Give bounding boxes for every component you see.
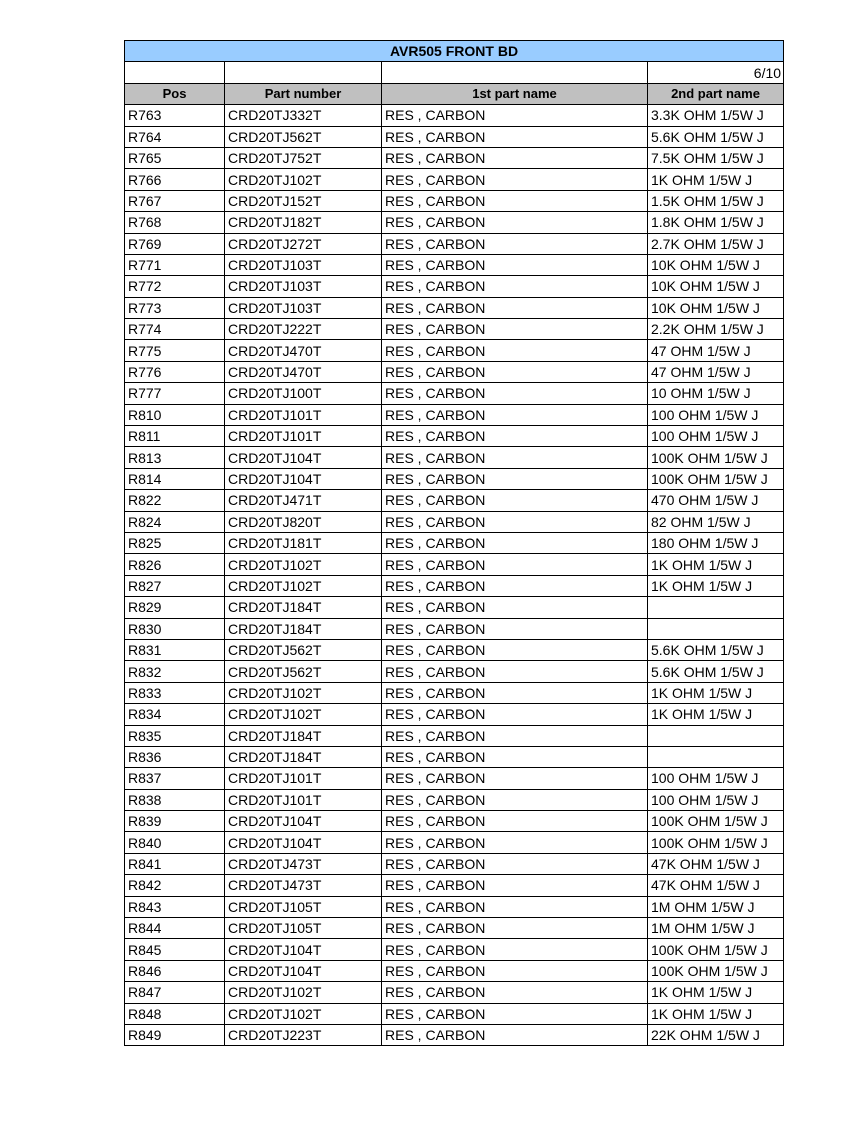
cell-pos: R822: [125, 490, 225, 511]
cell-part-number: CRD20TJ470T: [225, 361, 382, 382]
cell-part-number: CRD20TJ101T: [225, 789, 382, 810]
cell-pos: R844: [125, 918, 225, 939]
cell-pos: R775: [125, 340, 225, 361]
cell-2nd-part-name: 100 OHM 1/5W J: [648, 404, 784, 425]
cell-2nd-part-name: 5.6K OHM 1/5W J: [648, 126, 784, 147]
cell-2nd-part-name: 100K OHM 1/5W J: [648, 468, 784, 489]
cell-part-number: CRD20TJ102T: [225, 1003, 382, 1024]
cell-pos: R776: [125, 361, 225, 382]
cell-pos: R841: [125, 853, 225, 874]
cell-part-number: CRD20TJ103T: [225, 297, 382, 318]
cell-1st-part-name: RES , CARBON: [382, 404, 648, 425]
cell-pos: R845: [125, 939, 225, 960]
cell-2nd-part-name: 1K OHM 1/5W J: [648, 704, 784, 725]
cell-1st-part-name: RES , CARBON: [382, 511, 648, 532]
cell-pos: R764: [125, 126, 225, 147]
table-row: [125, 233, 784, 254]
cell-2nd-part-name: 1K OHM 1/5W J: [648, 982, 784, 1003]
cell-part-number: CRD20TJ103T: [225, 254, 382, 275]
table-row: [125, 105, 784, 126]
cell-pos: R833: [125, 682, 225, 703]
cell-pos: R837: [125, 768, 225, 789]
cell-1st-part-name: RES , CARBON: [382, 361, 648, 382]
cell-part-number: CRD20TJ101T: [225, 768, 382, 789]
cell-part-number: CRD20TJ104T: [225, 811, 382, 832]
cell-2nd-part-name: 1K OHM 1/5W J: [648, 1003, 784, 1024]
cell-part-number: CRD20TJ102T: [225, 704, 382, 725]
column-header-1st-part-name: 1st part name: [382, 83, 648, 104]
cell-part-number: CRD20TJ752T: [225, 147, 382, 168]
cell-2nd-part-name: 47K OHM 1/5W J: [648, 853, 784, 874]
cell-part-number: CRD20TJ102T: [225, 554, 382, 575]
cell-2nd-part-name: 1K OHM 1/5W J: [648, 169, 784, 190]
cell-2nd-part-name: 47 OHM 1/5W J: [648, 361, 784, 382]
cell-pos: R771: [125, 254, 225, 275]
cell-1st-part-name: RES , CARBON: [382, 105, 648, 126]
cell-pos: R814: [125, 468, 225, 489]
page-indicator: 6/10: [648, 62, 784, 83]
table-row: [125, 340, 784, 361]
cell-1st-part-name: RES , CARBON: [382, 575, 648, 596]
cell-pos: R810: [125, 404, 225, 425]
table-row: [125, 704, 784, 725]
cell-2nd-part-name: [648, 746, 784, 767]
cell-2nd-part-name: 2.2K OHM 1/5W J: [648, 319, 784, 340]
cell-pos: R840: [125, 832, 225, 853]
cell-1st-part-name: RES , CARBON: [382, 468, 648, 489]
cell-1st-part-name: RES , CARBON: [382, 1003, 648, 1024]
cell-1st-part-name: RES , CARBON: [382, 126, 648, 147]
cell-2nd-part-name: 1K OHM 1/5W J: [648, 682, 784, 703]
table-row: [125, 746, 784, 767]
cell-2nd-part-name: 5.6K OHM 1/5W J: [648, 639, 784, 660]
cell-2nd-part-name: 10K OHM 1/5W J: [648, 276, 784, 297]
cell-part-number: CRD20TJ272T: [225, 233, 382, 254]
cell-pos: R774: [125, 319, 225, 340]
cell-2nd-part-name: 47K OHM 1/5W J: [648, 875, 784, 896]
cell-1st-part-name: RES , CARBON: [382, 960, 648, 981]
cell-1st-part-name: RES , CARBON: [382, 319, 648, 340]
table-row: [125, 896, 784, 917]
column-header-part-number: Part number: [225, 83, 382, 104]
cell-1st-part-name: RES , CARBON: [382, 704, 648, 725]
title-row: [125, 41, 784, 62]
cell-2nd-part-name: 1K OHM 1/5W J: [648, 554, 784, 575]
cell-pos: R829: [125, 597, 225, 618]
cell-1st-part-name: RES , CARBON: [382, 597, 648, 618]
blank-cell: [382, 62, 648, 83]
cell-part-number: CRD20TJ820T: [225, 511, 382, 532]
table-row: [125, 532, 784, 553]
cell-pos: R846: [125, 960, 225, 981]
table-row: [125, 147, 784, 168]
table-row: [125, 960, 784, 981]
cell-part-number: CRD20TJ102T: [225, 982, 382, 1003]
cell-pos: R830: [125, 618, 225, 639]
table-row: [125, 639, 784, 660]
table-row: [125, 811, 784, 832]
cell-pos: R849: [125, 1024, 225, 1045]
cell-pos: R813: [125, 447, 225, 468]
cell-2nd-part-name: 22K OHM 1/5W J: [648, 1024, 784, 1045]
cell-1st-part-name: RES , CARBON: [382, 532, 648, 553]
cell-1st-part-name: RES , CARBON: [382, 875, 648, 896]
table-row: [125, 511, 784, 532]
cell-part-number: CRD20TJ102T: [225, 575, 382, 596]
cell-1st-part-name: RES , CARBON: [382, 832, 648, 853]
cell-part-number: CRD20TJ471T: [225, 490, 382, 511]
cell-1st-part-name: RES , CARBON: [382, 297, 648, 318]
table-row: [125, 426, 784, 447]
cell-1st-part-name: RES , CARBON: [382, 939, 648, 960]
cell-1st-part-name: RES , CARBON: [382, 212, 648, 233]
cell-pos: R777: [125, 383, 225, 404]
cell-1st-part-name: RES , CARBON: [382, 190, 648, 211]
cell-1st-part-name: RES , CARBON: [382, 746, 648, 767]
cell-1st-part-name: RES , CARBON: [382, 982, 648, 1003]
cell-2nd-part-name: 100 OHM 1/5W J: [648, 768, 784, 789]
cell-pos: R825: [125, 532, 225, 553]
table-row: [125, 468, 784, 489]
table-row: [125, 447, 784, 468]
table-row: [125, 725, 784, 746]
column-header-pos: Pos: [125, 83, 225, 104]
cell-part-number: CRD20TJ100T: [225, 383, 382, 404]
parts-list-table: [124, 40, 784, 1046]
cell-part-number: CRD20TJ473T: [225, 853, 382, 874]
table-row: [125, 319, 784, 340]
cell-part-number: CRD20TJ103T: [225, 276, 382, 297]
table-title: AVR505 FRONT BD: [125, 41, 784, 62]
cell-2nd-part-name: 180 OHM 1/5W J: [648, 532, 784, 553]
cell-2nd-part-name: 100K OHM 1/5W J: [648, 811, 784, 832]
table-row: [125, 918, 784, 939]
cell-2nd-part-name: 10K OHM 1/5W J: [648, 254, 784, 275]
cell-pos: R824: [125, 511, 225, 532]
cell-part-number: CRD20TJ104T: [225, 832, 382, 853]
column-header-2nd-part-name: 2nd part name: [648, 83, 784, 104]
cell-1st-part-name: RES , CARBON: [382, 233, 648, 254]
cell-part-number: CRD20TJ104T: [225, 960, 382, 981]
cell-2nd-part-name: 1M OHM 1/5W J: [648, 896, 784, 917]
cell-1st-part-name: RES , CARBON: [382, 276, 648, 297]
table-row: [125, 126, 784, 147]
cell-part-number: CRD20TJ102T: [225, 682, 382, 703]
cell-2nd-part-name: 2.7K OHM 1/5W J: [648, 233, 784, 254]
cell-2nd-part-name: 7.5K OHM 1/5W J: [648, 147, 784, 168]
table-row: [125, 575, 784, 596]
cell-1st-part-name: RES , CARBON: [382, 426, 648, 447]
cell-1st-part-name: RES , CARBON: [382, 896, 648, 917]
cell-part-number: CRD20TJ184T: [225, 746, 382, 767]
cell-1st-part-name: RES , CARBON: [382, 918, 648, 939]
cell-1st-part-name: RES , CARBON: [382, 447, 648, 468]
cell-part-number: CRD20TJ184T: [225, 597, 382, 618]
cell-part-number: CRD20TJ105T: [225, 896, 382, 917]
table-row: [125, 618, 784, 639]
cell-pos: R773: [125, 297, 225, 318]
cell-1st-part-name: RES , CARBON: [382, 490, 648, 511]
cell-2nd-part-name: 3.3K OHM 1/5W J: [648, 105, 784, 126]
cell-1st-part-name: RES , CARBON: [382, 853, 648, 874]
cell-part-number: CRD20TJ562T: [225, 661, 382, 682]
table-row: [125, 597, 784, 618]
cell-2nd-part-name: 100 OHM 1/5W J: [648, 789, 784, 810]
cell-pos: R766: [125, 169, 225, 190]
cell-part-number: CRD20TJ105T: [225, 918, 382, 939]
cell-1st-part-name: RES , CARBON: [382, 811, 648, 832]
table-row: [125, 1024, 784, 1045]
cell-pos: R847: [125, 982, 225, 1003]
cell-part-number: CRD20TJ222T: [225, 319, 382, 340]
cell-2nd-part-name: 470 OHM 1/5W J: [648, 490, 784, 511]
cell-2nd-part-name: 1K OHM 1/5W J: [648, 575, 784, 596]
cell-2nd-part-name: 47 OHM 1/5W J: [648, 340, 784, 361]
cell-pos: R838: [125, 789, 225, 810]
table-row: [125, 254, 784, 275]
table-row: [125, 276, 784, 297]
table-row: [125, 853, 784, 874]
table-row: [125, 212, 784, 233]
table-row: [125, 404, 784, 425]
cell-part-number: CRD20TJ182T: [225, 212, 382, 233]
cell-part-number: CRD20TJ101T: [225, 426, 382, 447]
cell-pos: R827: [125, 575, 225, 596]
cell-1st-part-name: RES , CARBON: [382, 661, 648, 682]
page-indicator-row: [125, 62, 784, 83]
cell-1st-part-name: RES , CARBON: [382, 147, 648, 168]
table-row: [125, 169, 784, 190]
blank-cell: [225, 62, 382, 83]
table-row: [125, 383, 784, 404]
table-row: [125, 1003, 784, 1024]
cell-pos: R839: [125, 811, 225, 832]
cell-part-number: CRD20TJ223T: [225, 1024, 382, 1045]
cell-part-number: CRD20TJ102T: [225, 169, 382, 190]
cell-pos: R832: [125, 661, 225, 682]
cell-pos: R842: [125, 875, 225, 896]
cell-part-number: CRD20TJ184T: [225, 618, 382, 639]
cell-part-number: CRD20TJ101T: [225, 404, 382, 425]
cell-pos: R767: [125, 190, 225, 211]
cell-2nd-part-name: 10K OHM 1/5W J: [648, 297, 784, 318]
table-row: [125, 297, 784, 318]
column-header-row: [125, 83, 784, 104]
cell-pos: R772: [125, 276, 225, 297]
table-row: [125, 768, 784, 789]
table-row: [125, 832, 784, 853]
cell-pos: R826: [125, 554, 225, 575]
cell-1st-part-name: RES , CARBON: [382, 639, 648, 660]
table-row: [125, 490, 784, 511]
cell-1st-part-name: RES , CARBON: [382, 725, 648, 746]
cell-1st-part-name: RES , CARBON: [382, 682, 648, 703]
cell-2nd-part-name: 1.8K OHM 1/5W J: [648, 212, 784, 233]
cell-pos: R811: [125, 426, 225, 447]
cell-1st-part-name: RES , CARBON: [382, 1024, 648, 1045]
cell-pos: R768: [125, 212, 225, 233]
cell-pos: R835: [125, 725, 225, 746]
cell-part-number: CRD20TJ470T: [225, 340, 382, 361]
cell-2nd-part-name: 5.6K OHM 1/5W J: [648, 661, 784, 682]
cell-2nd-part-name: [648, 618, 784, 639]
cell-2nd-part-name: 1.5K OHM 1/5W J: [648, 190, 784, 211]
cell-pos: R843: [125, 896, 225, 917]
cell-part-number: CRD20TJ332T: [225, 105, 382, 126]
cell-2nd-part-name: 100K OHM 1/5W J: [648, 960, 784, 981]
cell-1st-part-name: RES , CARBON: [382, 254, 648, 275]
cell-1st-part-name: RES , CARBON: [382, 789, 648, 810]
cell-2nd-part-name: 82 OHM 1/5W J: [648, 511, 784, 532]
table-row: [125, 939, 784, 960]
table-row: [125, 682, 784, 703]
blank-cell: [125, 62, 225, 83]
cell-1st-part-name: RES , CARBON: [382, 383, 648, 404]
cell-pos: R765: [125, 147, 225, 168]
cell-pos: R831: [125, 639, 225, 660]
cell-pos: R836: [125, 746, 225, 767]
cell-part-number: CRD20TJ184T: [225, 725, 382, 746]
table-row: [125, 554, 784, 575]
table-row: [125, 190, 784, 211]
cell-2nd-part-name: 100K OHM 1/5W J: [648, 939, 784, 960]
cell-pos: R769: [125, 233, 225, 254]
cell-part-number: CRD20TJ104T: [225, 939, 382, 960]
cell-part-number: CRD20TJ104T: [225, 447, 382, 468]
cell-part-number: CRD20TJ152T: [225, 190, 382, 211]
table-row: [125, 982, 784, 1003]
cell-1st-part-name: RES , CARBON: [382, 618, 648, 639]
table-row: [125, 361, 784, 382]
cell-2nd-part-name: [648, 597, 784, 618]
cell-part-number: CRD20TJ473T: [225, 875, 382, 896]
cell-2nd-part-name: 100 OHM 1/5W J: [648, 426, 784, 447]
cell-2nd-part-name: 10 OHM 1/5W J: [648, 383, 784, 404]
cell-2nd-part-name: 100K OHM 1/5W J: [648, 832, 784, 853]
cell-1st-part-name: RES , CARBON: [382, 169, 648, 190]
cell-2nd-part-name: 1M OHM 1/5W J: [648, 918, 784, 939]
cell-2nd-part-name: 100K OHM 1/5W J: [648, 447, 784, 468]
table-row: [125, 875, 784, 896]
cell-pos: R763: [125, 105, 225, 126]
cell-part-number: CRD20TJ181T: [225, 532, 382, 553]
table-row: [125, 661, 784, 682]
cell-part-number: CRD20TJ562T: [225, 126, 382, 147]
cell-1st-part-name: RES , CARBON: [382, 768, 648, 789]
table-row: [125, 789, 784, 810]
cell-pos: R848: [125, 1003, 225, 1024]
cell-pos: R834: [125, 704, 225, 725]
table-body: [125, 105, 784, 1046]
cell-1st-part-name: RES , CARBON: [382, 340, 648, 361]
cell-1st-part-name: RES , CARBON: [382, 554, 648, 575]
cell-2nd-part-name: [648, 725, 784, 746]
cell-part-number: CRD20TJ104T: [225, 468, 382, 489]
cell-part-number: CRD20TJ562T: [225, 639, 382, 660]
